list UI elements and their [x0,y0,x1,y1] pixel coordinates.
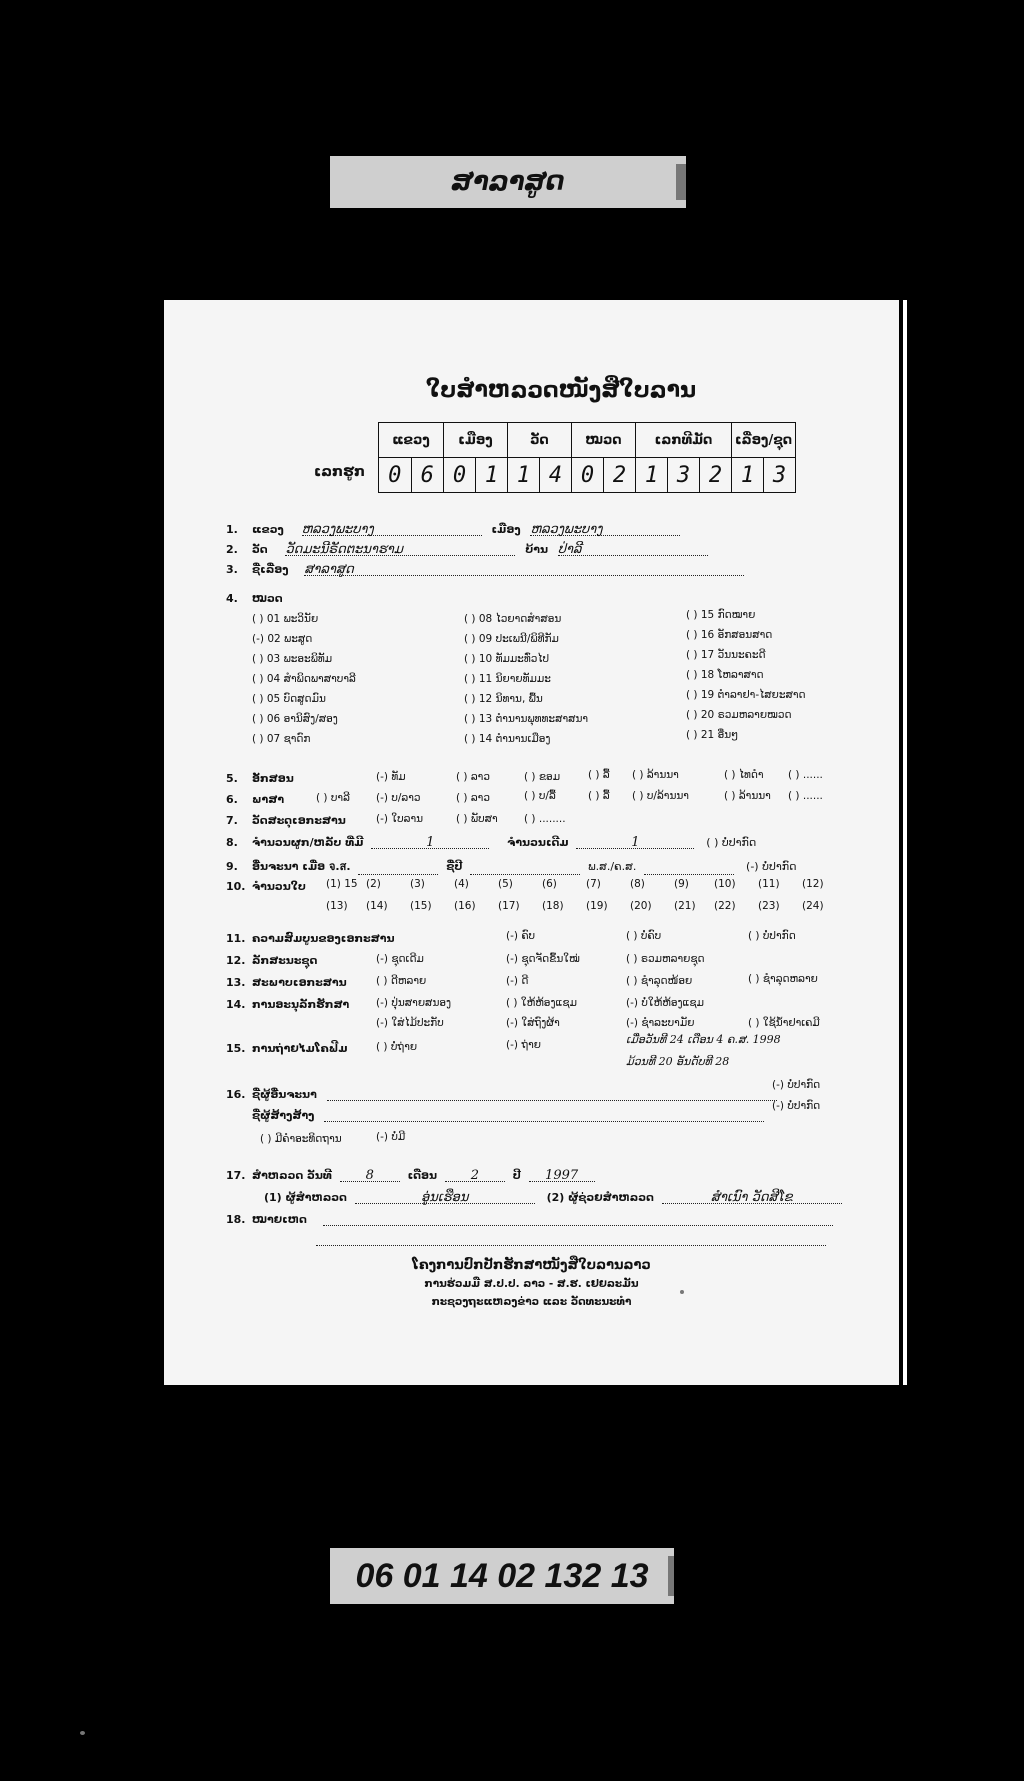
fascicle-count: 1 [371,835,489,849]
category-item: ( ) 07 ຊາດົກ [252,733,311,745]
language-option: ( ) ລ້ານນາ [724,790,771,802]
leaf-count-cell: (21) [674,900,696,912]
category-item: (-) 02 ພະສູດ [252,633,313,645]
language-option: ( ) ບາລີ [316,792,350,804]
code-header: ເລກທີມັດ [636,423,732,458]
sheet-edge [903,300,907,1385]
field-label: ບ້ານ [525,543,549,556]
code-digit: 6 [411,458,444,493]
category-item: ( ) 20 ຣວມຫລາຍໝວດ [686,709,792,721]
field-leaf-count: 10. ຈຳນວນໃບ [226,880,306,893]
leaf-count-cell: (24) [802,900,824,912]
province-value: ຫລວງພະບາງ [302,522,482,536]
category-item: ( ) 03 ພະອະພິທັມ [252,653,333,665]
condition-option: (-) ດີ [506,975,529,987]
survey-year: 1997 [529,1168,595,1182]
leaf-count-cell: (8) [630,878,645,890]
ministry-line: ກະຊວງຖະແຫລງຂ່າວ ແລະ ວັດທະນະທຳ [431,1296,632,1308]
leaf-count-cell: (19) [586,900,608,912]
speck [80,1731,85,1735]
code-digit: 1 [732,458,764,493]
category-item: ( ) 04 ສຳພິດພາສາບາລີ [252,673,356,685]
surveyor-name: ອູ່ນເຮືອນ [355,1190,535,1204]
microfilm-date: ເມື່ອວັນທີ 24 ເດືອນ 4 ຄ.ສ. 1998 [626,1033,781,1046]
category-item: ( ) 17 ວັນນະຄະດີ [686,649,766,661]
code-header: ເມືອງ [444,423,508,458]
code-header: ໝວດ [572,423,636,458]
field-label: ແຂວງ [252,523,284,536]
field-category: 4. ໝວດ [226,592,283,605]
language-option: ( ) ...... [788,790,823,802]
set-type-option: (-) ຊຸດຈັດຂຶ້ນໃໝ່ [506,953,580,965]
leaf-count-cell: (17) [498,900,520,912]
leaf-count-cell: (10) [714,878,736,890]
field-material: 7. ວັດສະດຸເອກະສານ [226,814,346,827]
microfilm-title-label [330,156,686,208]
code-digit: 1 [476,458,508,493]
script-option: ( ) ລາວ [456,771,490,783]
code-header-row [379,423,796,458]
code-label: ເລກຮູກ [314,464,366,480]
leaf-count-cell: (6) [542,878,557,890]
script-option: ( ) ຂອມ [524,771,561,783]
field-survey-date: 17. ສຳຫລວດ ວັນທີ 8 ເດືອນ 2 ປີ 1997 [226,1168,595,1182]
code-digit: 0 [379,458,412,493]
category-item: ( ) 09 ປະເພນີ/ພິທີກັມ [464,633,559,645]
microfilm-reel: ມ້ວນທີ 20 ອັນດັບທີ 28 [626,1055,730,1068]
survey-month: 2 [445,1168,505,1182]
code-header: ວັດ [508,423,572,458]
condition-option: ( ) ຊຳລຸດຫລາຍ [748,973,818,985]
leaf-count-cell: (12) [802,878,824,890]
code-digit: 0 [444,458,476,493]
completeness-option: (-) ຄົບ [506,930,536,942]
cooperation-line: ການຮ່ວມມື ສ.ປ.ປ. ລາວ - ສ.ຮ. ເຢຍລະມັນ [424,1278,639,1290]
language-option: (-) ບ/ລາວ [376,792,421,804]
field-label: ຊື່ເລື່ອງ [252,563,289,576]
script-option: ( ) ໄທດຳ [724,769,764,781]
category-item: ( ) 08 ໄວຍາດສຳສອນ [464,613,562,625]
leaf-count-cell: (1) 15 [326,878,358,890]
microfilm-code-label [330,1548,674,1604]
field-condition: 13. ສະພາບເອກະສານ [226,976,347,989]
material-option: (-) ໃບລານ [376,813,424,825]
completeness-option: ( ) ບໍ່ຄົບ [626,930,662,942]
language-option: ( ) ລາວ [456,792,490,804]
material-option: ( ) ........ [524,813,566,825]
category-item: ( ) 05 ບົດສູດມົນ [252,693,326,705]
category-item: ( ) 14 ຕຳນານເມືອງ [464,733,551,745]
category-item: ( ) 15 ກົດໝາຍ [686,609,756,621]
field-date-written: 9. ອື່ນຈະນາ ເມື່ອ จ.ส. ຊື່ປີ ພ.ສ./ຄ.ສ. (-) ບໍ່ປາກົດ [226,860,797,873]
code-digit: 2 [700,458,732,493]
preservation-option: (-) ໃສ່ໄມ້ປະກັບ [376,1017,444,1029]
language-option: ( ) ລື້ [588,790,610,802]
script-option: ( ) ...... [788,769,823,781]
title-text: ສາລາສູດ [451,167,565,197]
script-option: ( ) ລື້ [588,769,610,781]
leaf-count-cell: (18) [542,900,564,912]
language-option: ( ) ບ/ລື້ [524,790,556,802]
village-value: ປ່າລີ [558,542,708,556]
code-digit: 2 [604,458,636,493]
preservation-option: (-) ບໍ່ໃຫ້ຫ້ອງແຊມ [626,997,704,1009]
microfilm-option: (-) ຖ່າຍ [506,1039,541,1051]
survey-day: 8 [340,1168,400,1182]
code-header: ເລື່ອງ/ຊຸດ [732,423,796,458]
field-set-type: 12. ລັກສະນະຊຸດ [226,954,318,967]
completeness-option: ( ) ບໍ່ປາກົດ [748,930,796,942]
code-digit: 4 [540,458,572,493]
leaf-count-cell: (5) [498,878,513,890]
leaf-count-cell: (4) [454,878,469,890]
field-language: 6. ພາສາ [226,793,285,806]
field-story: 3. ຊື່ເລື່ອງ ສາລາສູດ [226,562,744,576]
field-label: ວັດ [252,543,268,556]
code-table [378,422,796,493]
field-notes: 18. ໝາຍເຫດ [226,1212,833,1226]
assistant-name: ສຳເນົາ ວັດສີໂຂ [662,1190,842,1204]
label-tab [668,1556,674,1596]
author-option: (-) ບໍ່ປາກົດ [772,1079,821,1091]
category-item: ( ) 06 ອານິສົງ/ສອງ [252,713,338,725]
field-label: ເມືອງ [491,523,521,536]
category-item: ( ) 11 ນິຍາຍທັມມະ [464,673,551,685]
district-value: ຫລວງພະບາງ [530,522,680,536]
preservation-option: (-) ຊໍາລະບາມັຍ [626,1017,695,1029]
code-digit: 1 [636,458,668,493]
preservation-option: ( ) ໃຫ້ຫ້ອງແຊມ [506,997,577,1009]
category-item: ( ) 01 ພະວິນັຍ [252,613,319,625]
leaf-count-cell: (23) [758,900,780,912]
field-completeness: 11. ຄວາມສົມບູນຂອງເອກະສານ [226,932,395,945]
script-option: ( ) ລ້ານນາ [632,769,679,781]
temple-value: ວັດມະນີຣັດຕະນາຮາມ [285,542,515,556]
leaf-count-cell: (9) [674,878,689,890]
code-digit: 1 [508,458,540,493]
category-item: ( ) 21 ອື່ນໆ [686,729,739,741]
label-tab [676,164,686,200]
field-surveyors: (1) ຜູ້ສຳຫລວດ ອູ່ນເຮືອນ (2) ຜູ້ຊ່ວຍສຳຫລວດ ສຳເນົາ ວັດສີໂຂ [264,1190,842,1204]
category-item: ( ) 16 ອັກສອນສາດ [686,629,773,641]
leaf-count-cell: (16) [454,900,476,912]
notes-line [316,1232,826,1246]
prayer-option: ( ) ມີຄຳອະທິດຖານ [260,1133,342,1145]
condition-option: ( ) ຊຳລຸດໜ້ອຍ [626,975,693,987]
leaf-count-cell: (20) [630,900,652,912]
leaf-count-cell: (3) [410,878,425,890]
category-item: ( ) 13 ຕຳນານພຸທທະສາສນາ [464,713,589,725]
code-digit: 0 [572,458,604,493]
field-script: 5. ອັກສອນ [226,772,294,785]
field-sponsor: ຊື່ຜູ້ສ້າງສ້າງ [252,1108,764,1122]
leaf-count-cell: (22) [714,900,736,912]
category-item: ( ) 10 ທັມມະທົ່ວໄປ [464,653,550,665]
preservation-option: (-) ໃສ່ຖົງຜ້າ [506,1017,560,1029]
speck [680,1290,684,1294]
original-count: 1 [576,835,694,849]
code-header: ແຂວງ [379,423,444,458]
category-item: ( ) 12 ນິທານ, ພື້ນ [464,693,543,705]
survey-form-sheet [164,300,899,1385]
field-temple: 2. ວັດ ວັດມະນີຣັດຕະນາຮາມ ບ້ານ ປ່າລີ [226,542,708,556]
code-digit: 3 [764,458,796,493]
prayer-option: (-) ບໍ່ມີ [376,1131,406,1143]
code-digit: 3 [668,458,700,493]
material-option: ( ) ພັບສາ [456,813,498,825]
preservation-option: ( ) ໃຊ້ນ້ຳຢາເຄມີ [748,1017,820,1029]
field-microfilm: 15. ການຖ່າຍໄມໂຄຟີມ [226,1042,348,1055]
leaf-count-cell: (11) [758,878,780,890]
set-type-option: ( ) ຣວມຫລາຍຊຸດ [626,953,705,965]
leaf-count-cell: (14) [366,900,388,912]
field-province: 1. ແຂວງ ຫລວງພະບາງ ເມືອງ ຫລວງພະບາງ [226,522,680,536]
condition-option: ( ) ດີຫລາຍ [376,975,427,987]
leaf-count-cell: (7) [586,878,601,890]
field-label: ໝວດ [252,592,283,605]
language-option: ( ) ບ/ລ້ານນາ [632,790,689,802]
field-preservation: 14. ການອະນຸລັກຮັກສາ [226,998,350,1011]
category-item: ( ) 18 ໂຫລາສາດ [686,669,764,681]
sponsor-option: (-) ບໍ່ປາກົດ [772,1100,821,1112]
code-digit-row [379,458,796,493]
leaf-count-cell: (15) [410,900,432,912]
set-type-option: (-) ຊຸດເດີມ [376,953,424,965]
field-author: 16. ຊື່ຜູ້ອື່ນຈະນາ [226,1087,777,1101]
story-value: ສາລາສູດ [304,562,744,576]
form-title: ໃບສຳຫລວດໜັງສືໃບລານ [426,378,697,403]
script-option: (-) ທັມ [376,771,406,783]
preservation-option: (-) ປຸ່ນສາຍສນອງ [376,997,452,1009]
microfilm-option: ( ) ບໍ່ຖ່າຍ [376,1041,418,1053]
leaf-count-cell: (13) [326,900,348,912]
code-text: 06 01 14 02 132 13 [355,1556,649,1595]
leaf-count-cell: (2) [366,878,381,890]
category-item: ( ) 19 ຕຳລາຢາ-ໄສຍະສາດ [686,689,806,701]
field-fascicles: 8. ຈຳນວນຜູກ/ຫລັບ ທີ່ມີ 1 ຈຳນວນເດີມ 1 ( ) ບໍ່ປາກົດ [226,835,757,850]
project-name: ໂຄງການປົກປັກຮັກສາໜັງສືໃບລານລາວ [412,1258,651,1273]
